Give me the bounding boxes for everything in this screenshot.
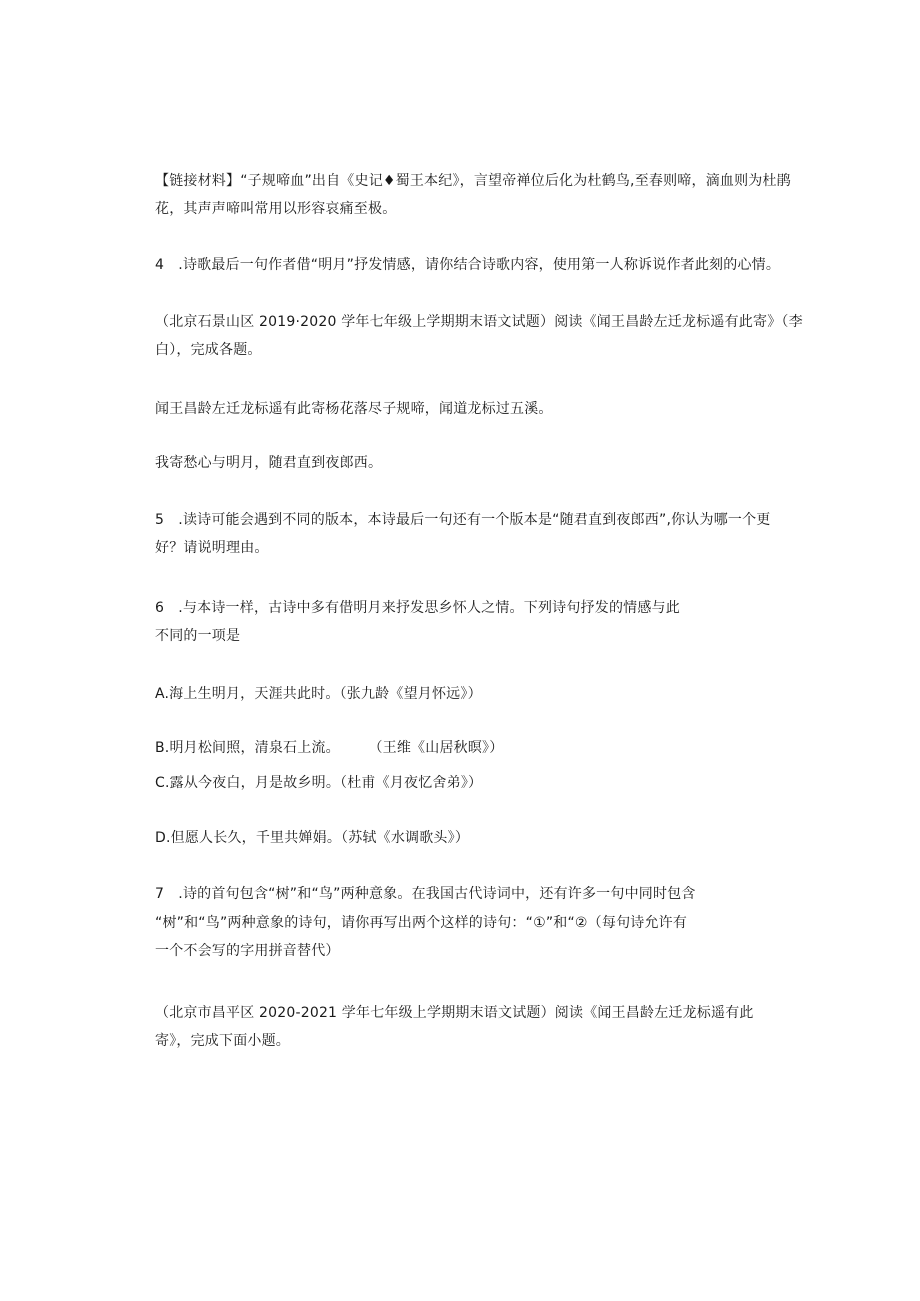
option-b: B.明月松间照，清泉石上流。 （王维《山居秋暝》） xyxy=(155,740,504,756)
question-5-line-1: 5 .读诗可能会遇到不同的版本，本诗最后一句还有一个版本是“随君直到夜郎西”,你认为哪一个更 xyxy=(155,512,771,528)
question-6-line-2: 不同的一项是 xyxy=(155,628,241,644)
option-c: C.露从今夜白，月是故乡明。（杜甫《月夜忆舍弟》） xyxy=(155,775,483,791)
question-5-line-2: 好？请说明理由。 xyxy=(155,540,269,556)
source-note-2-line-1: （北京市昌平区 2020-2021 学年七年级上学期期末语文试题）阅读《闻王昌龄左迁龙标遥有此 xyxy=(155,1005,754,1021)
source-note-2-line-2: 寄》，完成下面小题。 xyxy=(155,1033,290,1049)
question-7-line-2: “树”和“鸟”两种意象的诗句，请你再写出两个这样的诗句：“①”和“②（每句诗允许有 xyxy=(155,915,688,931)
option-a: A.海上生明月，天涯共此时。（张九龄《望月怀远》） xyxy=(155,686,482,702)
question-4: 4 .诗歌最后一句作者借“明月”抒发情感，请你结合诗歌内容，使用第一人称诉说作者此刻的心情。 xyxy=(155,257,781,273)
question-6-line-1: 6 .与本诗一样，古诗中多有借明月来抒发思乡怀人之情。下列诗句抒发的情感与此 xyxy=(155,600,680,616)
link-material-line-2: 花，其声声啼叫常用以形容哀痛至极。 xyxy=(155,201,397,217)
option-d: D.但愿人长久，千里共婵娟。（苏轼《水调歌头》） xyxy=(155,830,470,846)
source-note-1-line-2: 白），完成各题。 xyxy=(155,342,262,358)
poem-line-2: 我寄愁心与明月，随君直到夜郎西。 xyxy=(155,455,383,471)
question-7-line-1: 7 .诗的首句包含“树”和“鸟”两种意象。在我国古代诗词中，还有许多一句中同时包含 xyxy=(155,886,696,902)
link-material-line-1: 【链接材料】“子规啼血”出自《史记♦蜀王本纪》，言望帝禅位后化为杜鹤鸟,至春则啼，滴血则为杜鹃 xyxy=(155,173,791,189)
question-7-line-3: 一个不会写的字用拼音替代） xyxy=(155,943,340,959)
source-note-1-line-1: （北京石景山区 2019·2020 学年七年级上学期期末语文试题）阅读《闻王昌龄左迁龙标遥有此寄》（李 xyxy=(155,314,803,330)
poem-line-1: 闻王昌龄左迁龙标遥有此寄杨花落尽子规啼，闻道龙标过五溪。 xyxy=(155,401,553,417)
